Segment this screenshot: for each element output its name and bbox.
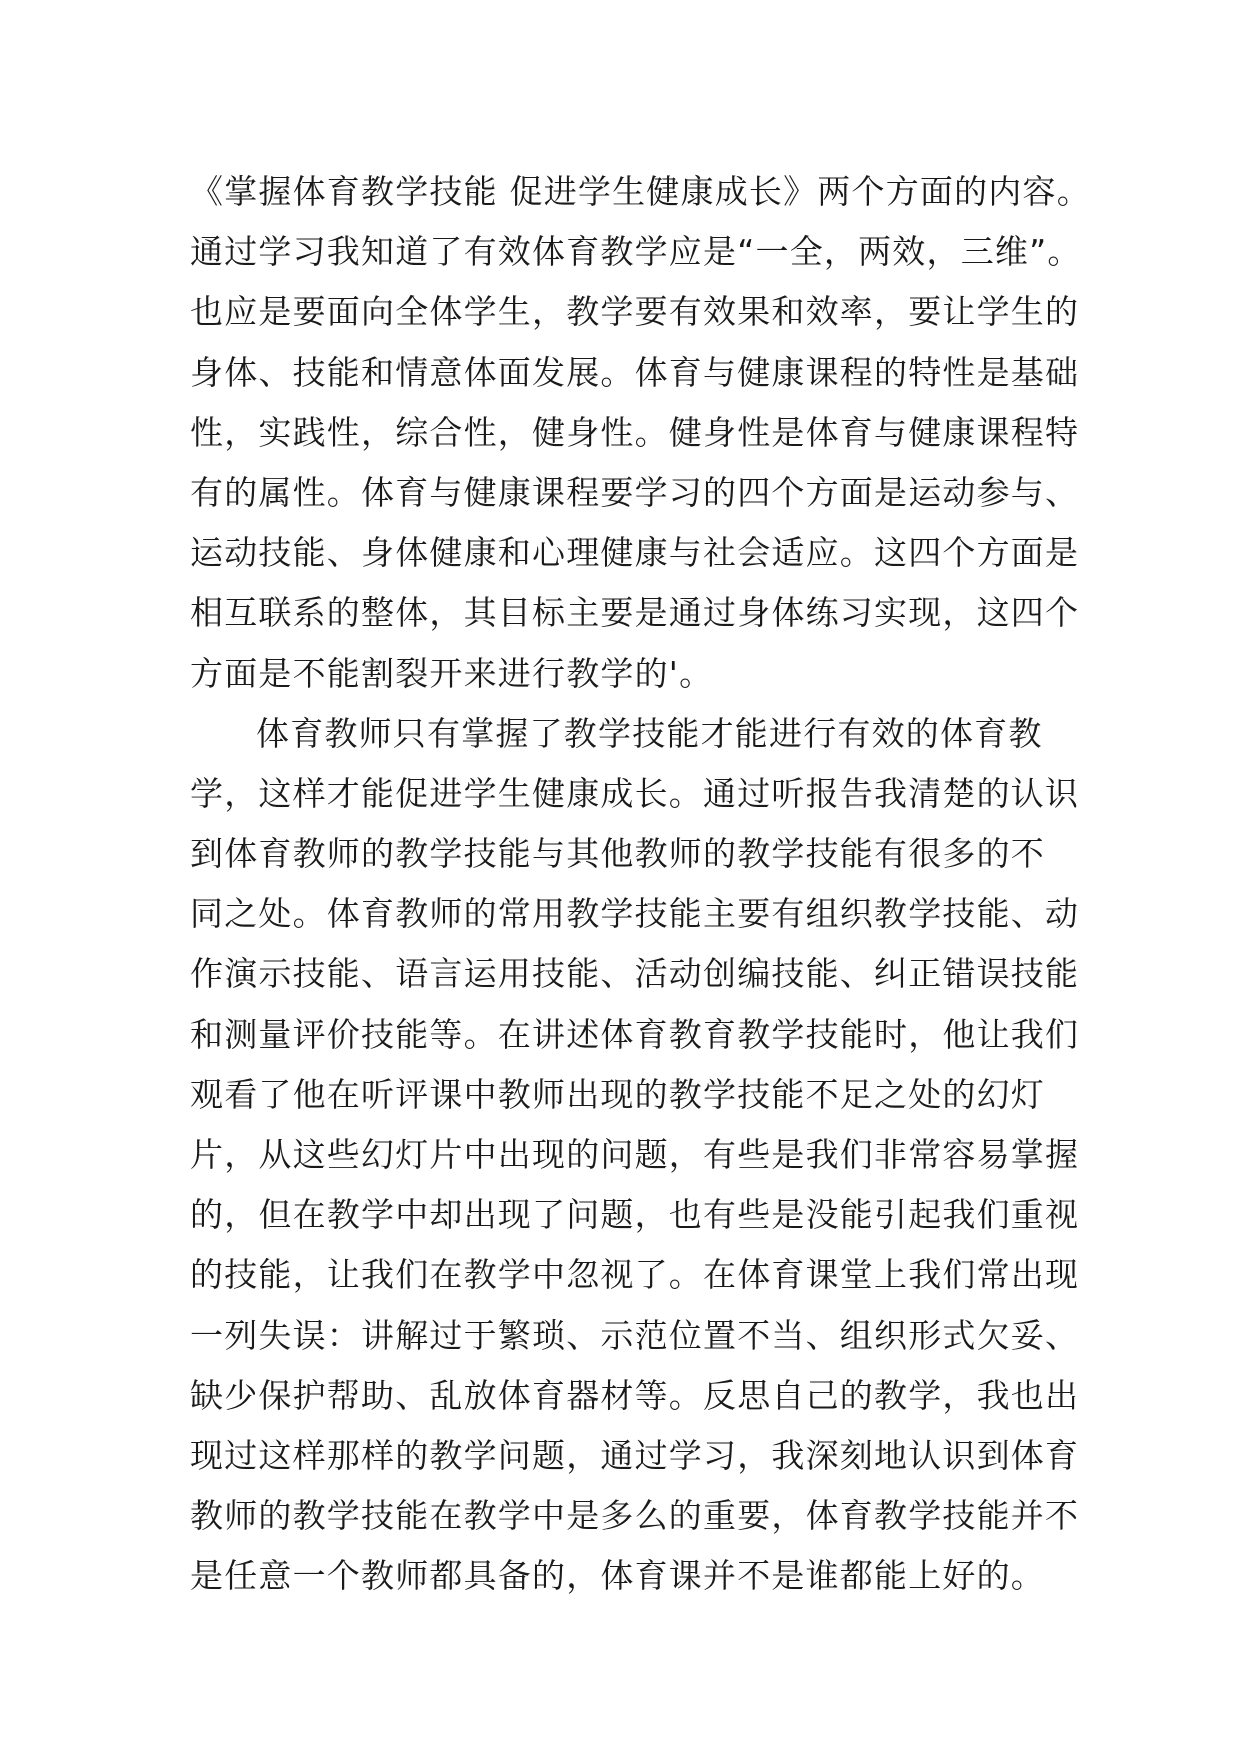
text-line: 性，实践性，综合性，健身性。健身性是体育与健康课程特: [190, 412, 1080, 452]
paragraph-1: [190, 162, 1091, 704]
text-line: 运动技能、身体健康和心理健康与社会适应。这四个方面是: [190, 533, 1080, 573]
text-line: 的技能，让我们在教学中忽视了。在体育课堂上我们常出现: [190, 1255, 1080, 1295]
text-line: 《掌握体育教学技能 促进学生健康成长》两个方面的内容。: [190, 172, 1091, 211]
paragraph-2: [190, 704, 1080, 1607]
text-line: 也应是要面向全体学生，教学要有效果和效率，要让学生的: [190, 292, 1080, 332]
text-line: 是任意一个教师都具备的，体育课并不是谁都能上好的。: [190, 1556, 1045, 1596]
text-line: 现过这样那样的教学问题，通过学习，我深刻地认识到体育: [190, 1435, 1080, 1475]
text-line: 教师的教学技能在教学中是多么的重要，体育教学技能并不: [190, 1496, 1080, 1536]
text-line: 作演示技能、语言运用技能、活动创编技能、纠正错误技能: [190, 954, 1080, 994]
text-line: 学，这样才能促进学生健康成长。通过听报告我清楚的认识: [190, 773, 1080, 813]
text-line: 的，但在教学中却出现了问题，也有些是没能引起我们重视: [190, 1195, 1080, 1235]
text-line: 和测量评价技能等。在讲述体育教育教学技能时，他让我们: [190, 1014, 1080, 1054]
text-line: 通过学习我知道了有效体育教学应是“一全，两效，三维”。: [190, 232, 1082, 272]
text-line: 有的属性。体育与健康课程要学习的四个方面是运动参与、: [190, 472, 1080, 512]
text-line: 一列失误：讲解过于繁琐、示范位置不当、组织形式欠妥、: [190, 1315, 1080, 1355]
text-line: 缺少保护帮助、乱放体育器材等。反思自己的教学，我也出: [190, 1375, 1080, 1415]
text-line: 相互联系的整体，其目标主要是通过身体练习实现，这四个: [190, 593, 1080, 633]
text-line: 体育教师只有掌握了教学技能才能进行有效的体育教: [256, 713, 1043, 753]
text-line: 身体、技能和情意体面发展。体育与健康课程的特性是基础: [190, 352, 1080, 392]
text-line: 到体育教师的教学技能与其他教师的教学技能有很多的不: [190, 834, 1045, 874]
text-line: 方面是不能割裂开来进行教学的'。: [190, 653, 714, 693]
text-line: 观看了他在听评课中教师出现的教学技能不足之处的幻灯: [190, 1074, 1045, 1114]
body-text: [190, 162, 1091, 1607]
text-line: 同之处。体育教师的常用教学技能主要有组织教学技能、动: [190, 894, 1080, 934]
text-line: 片，从这些幻灯片中出现的问题，有些是我们非常容易掌握: [190, 1135, 1080, 1174]
